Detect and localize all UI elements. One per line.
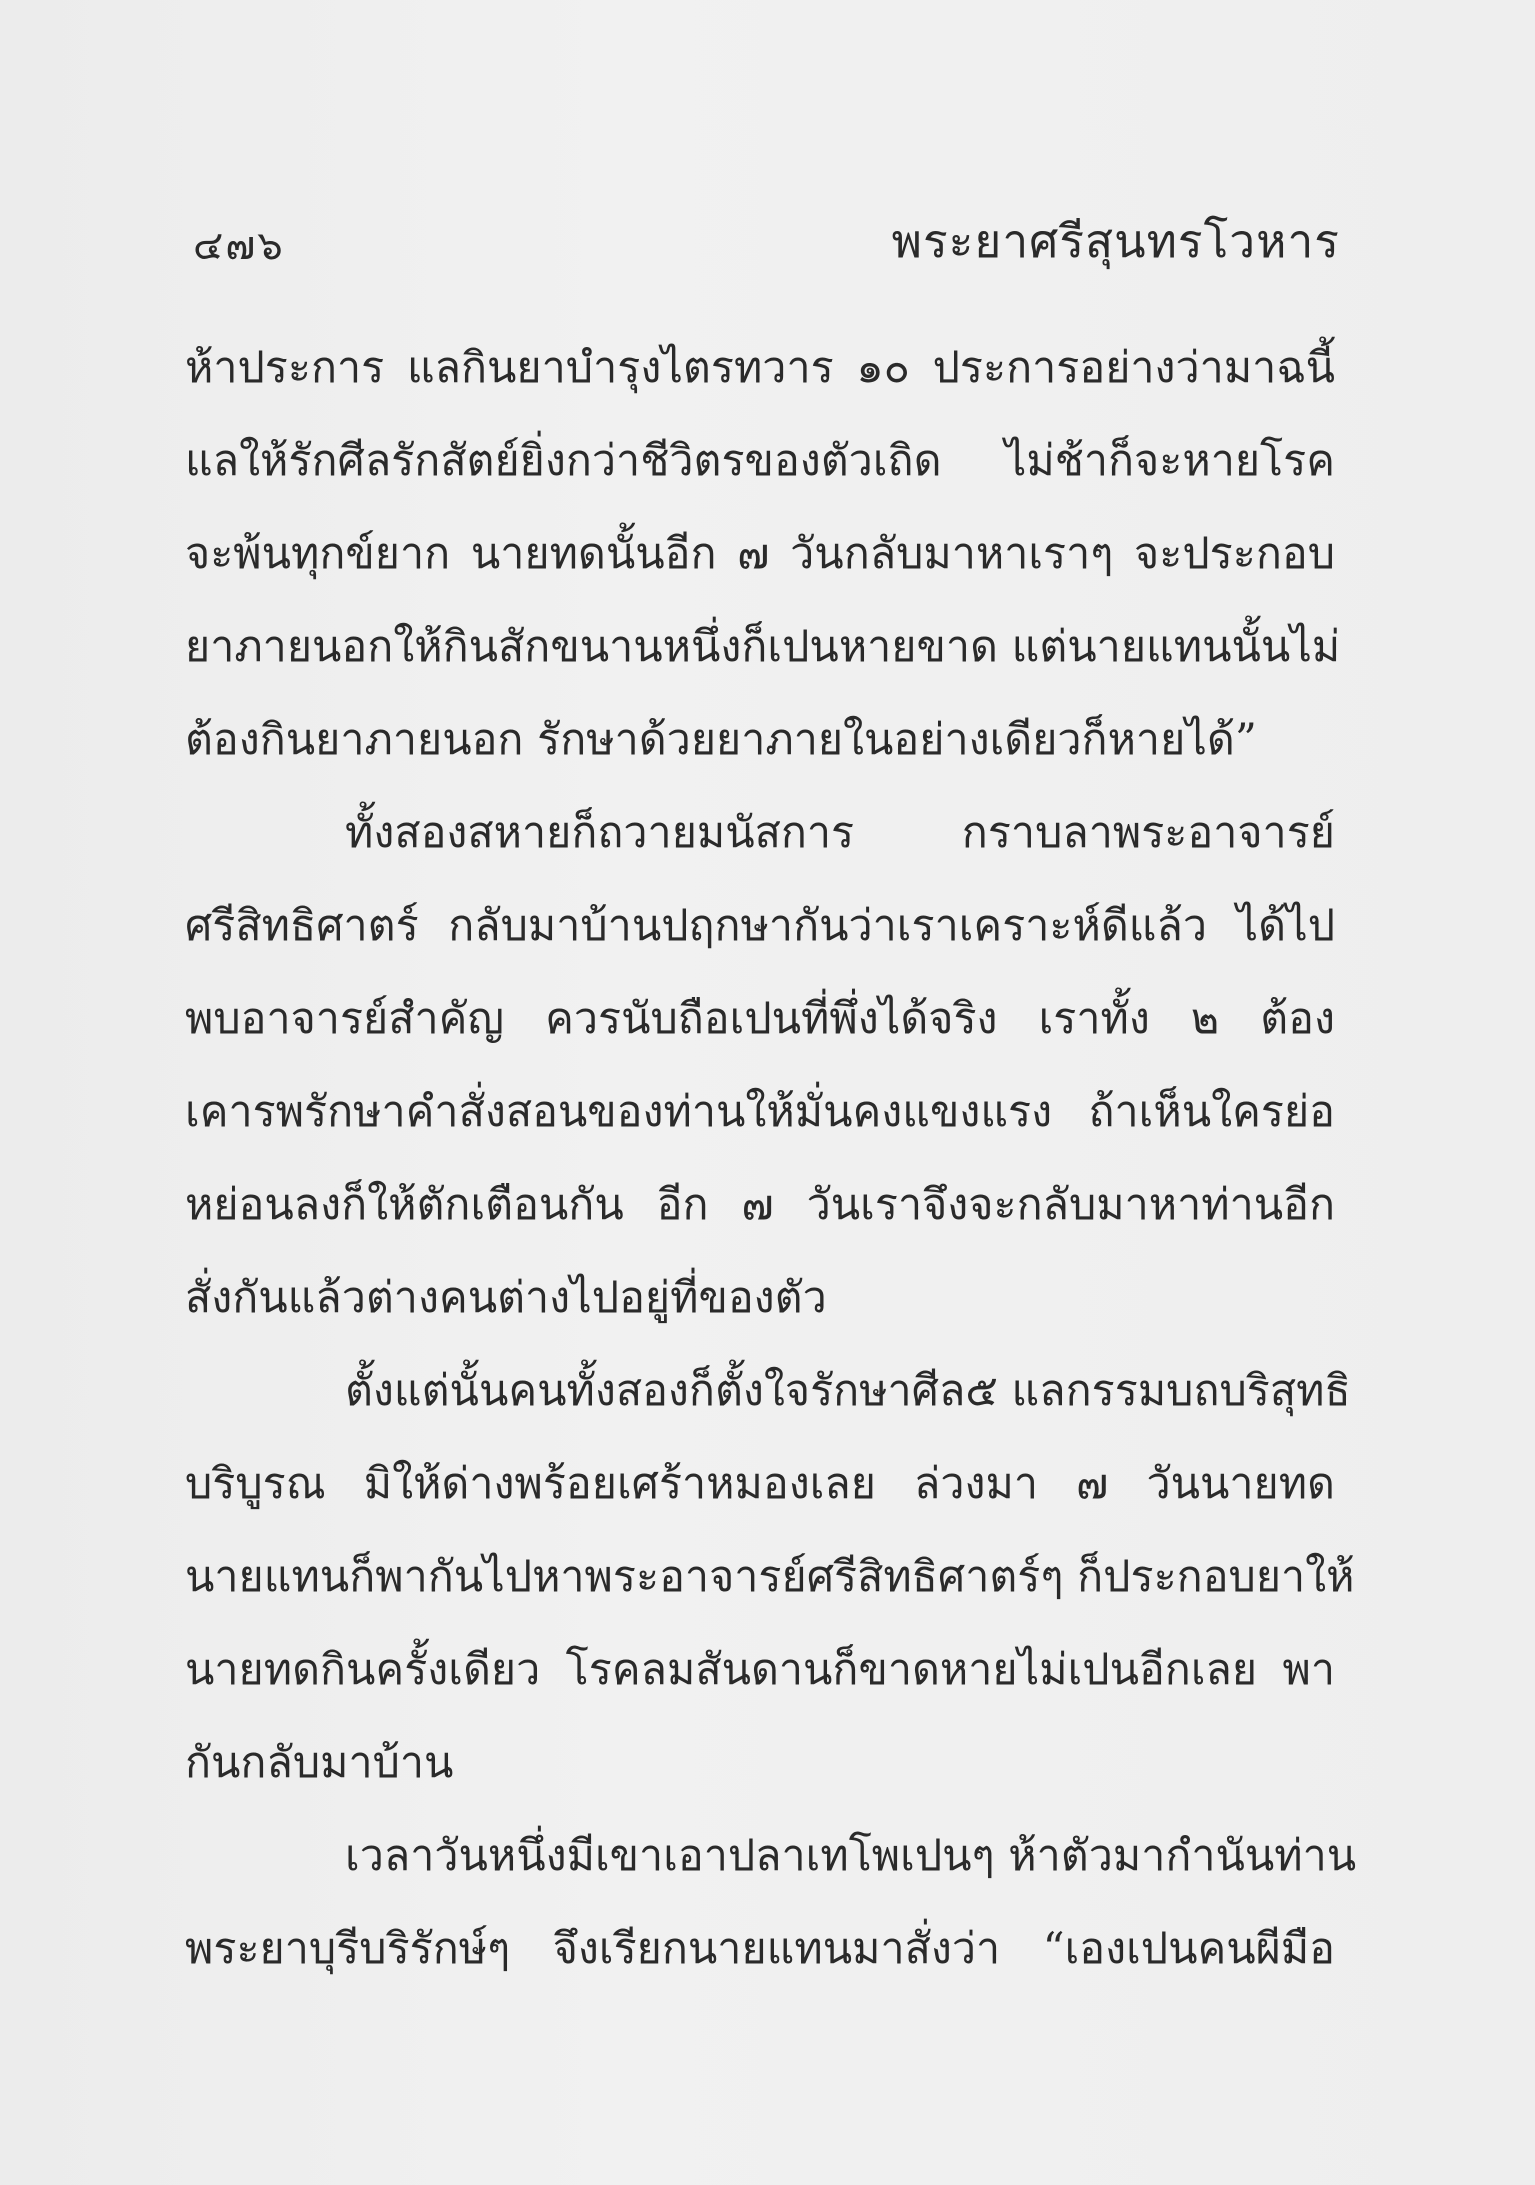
text-line: พบอาจารย์สำคัญ ควรนับถือเปนที่พึ่งได้จริง เราทั้ง ๒ ต้อง [185,994,1335,1044]
page-number: ๔๗๖ [193,223,285,269]
text-line: นายทดกินครั้งเดียว โรคลมสันดานก็ขาดหายไม่เปนอีกเลย พา [185,1645,1335,1695]
page-header [185,205,1340,275]
paragraph-start-line: ทั้งสองสหายก็ถวายมนัสการ กราบลาพระอาจารย์ [345,808,1335,858]
text-line: เคารพรักษาคำสั่งสอนของท่านให้มั่นคงแขงแรง ถ้าเห็นใครย่อ [185,1087,1335,1137]
text-line: ต้องกินยาภายนอก รักษาด้วยยาภายในอย่างเดียวก็หายได้” [185,715,1257,765]
text-line: แลให้รักศีลรักสัตย์ยิ่งกว่าชีวิตรของตัวเถิด ไม่ช้าก็จะหายโรค [185,436,1335,486]
text-line: ห้าประการ แลกินยาบำรุงไตรทวาร ๑๐ ประการอย่างว่ามาฉนี้ [185,343,1335,393]
text-line: สั่งกันแล้วต่างคนต่างไปอยู่ที่ของตัว [185,1273,827,1323]
text-line: ยาภายนอกให้กินสักขนานหนึ่งก็เปนหายขาด แต่นายแทนนั้นไม่ [185,622,1341,672]
text-line: ศรีสิทธิศาตร์ กลับมาบ้านปฤกษากันว่าเราเคราะห์ดีแล้ว ได้ไป [185,901,1335,951]
text-line: จะพ้นทุกข์ยาก นายทดนั้นอีก ๗ วันกลับมาหาเราๆ จะประกอบ [185,529,1335,579]
text-line: หย่อนลงก็ให้ตักเตือนกัน อีก ๗ วันเราจึงจะกลับมาหาท่านอีก [185,1180,1335,1230]
text-line: กันกลับมาบ้าน [185,1738,454,1788]
running-title: พระยาศรีสุนทรโวหาร [891,214,1340,268]
text-line: บริบูรณ มิให้ด่างพร้อยเศร้าหมองเลย ล่วงมา ๗ วันนายทด [185,1459,1335,1509]
paragraph-start-line: เวลาวันหนึ่งมีเขาเอาปลาเทโพเปนๆ ห้าตัวมากำนันท่าน [345,1831,1357,1881]
paragraph-start-line: ตั้งแต่นั้นคนทั้งสองก็ตั้งใจรักษาศีล๕ แลกรรมบถบริสุทธิ [345,1366,1351,1416]
body-text [185,322,1357,1996]
text-line: นายแทนก็พากันไปหาพระอาจารย์ศรีสิทธิศาตร์ๆ ก็ประกอบยาให้ [185,1552,1355,1602]
text-line: พระยาบุรีบริรักษ์ๆ จึงเรียกนายแทนมาสั่งว่า “เองเปนคนผีมือ [185,1924,1335,1974]
